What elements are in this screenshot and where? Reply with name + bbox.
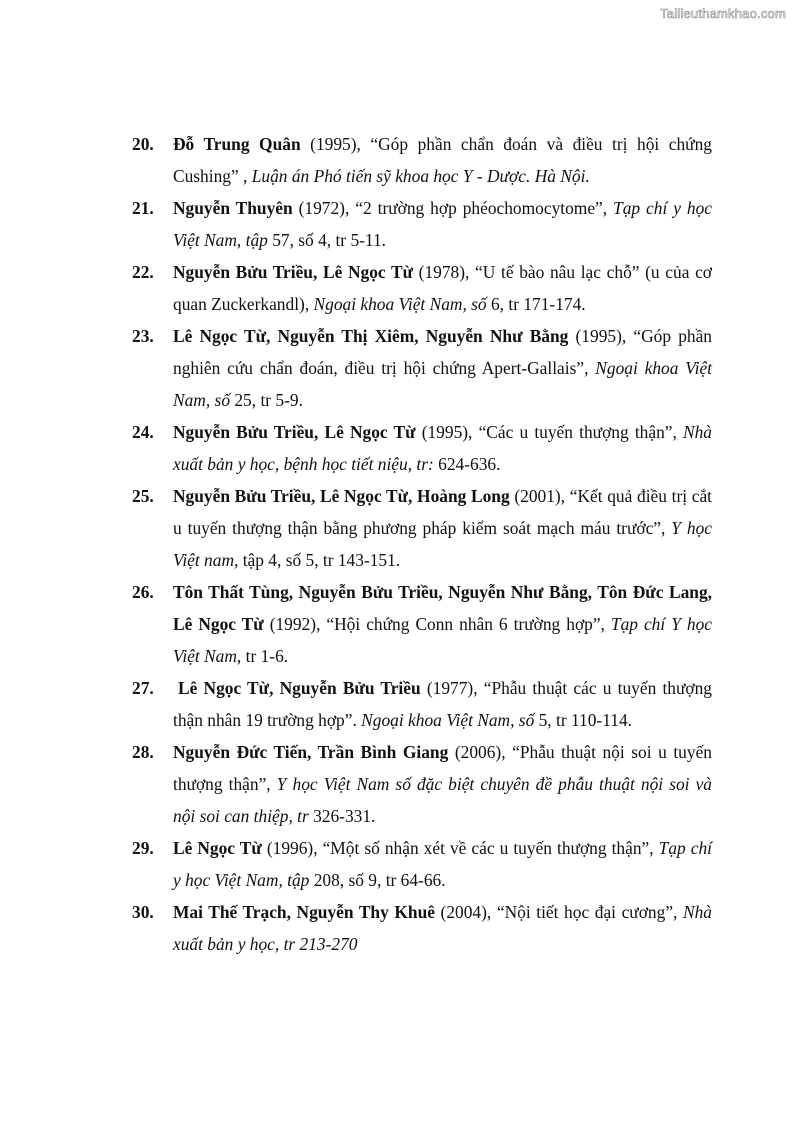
- reference-pages: 624-636.: [433, 454, 501, 474]
- reference-authors: Nguyễn Bửu Triều, Lê Ngọc Từ: [173, 262, 414, 282]
- reference-pages: 326-331.: [308, 806, 376, 826]
- reference-number: 20.: [132, 134, 154, 154]
- reference-pages: 208, số 9, tr 64-66.: [309, 870, 446, 890]
- reference-pages: tập 4, số 5, tr 143-151.: [238, 550, 401, 570]
- reference-source: Tạp chí y học Việt Nam, tập: [173, 198, 712, 250]
- reference-pages: 57, số 4, tr 5-11.: [267, 230, 387, 250]
- reference-number: 26.: [132, 582, 154, 602]
- reference-item: [132, 832, 712, 896]
- reference-source: Luận án Phó tiến sỹ khoa học Y - Dược. Hà Nội.: [251, 166, 590, 186]
- reference-number: 27.: [132, 678, 154, 698]
- reference-list: [132, 128, 712, 960]
- reference-authors: Lê Ngọc Từ: [173, 838, 262, 858]
- reference-title: (1995), “Góp phần nghiên cứu chẩn đoán, điều trị hội chứng Apert-Gallais”,: [173, 326, 712, 378]
- reference-source: Y học Việt nam,: [173, 518, 712, 570]
- reference-pages: 6, tr 171-174.: [486, 294, 586, 314]
- reference-item: [132, 192, 712, 256]
- reference-title: (1978), “U tế bào nâu lạc chỗ” (u của cơ quan Zuckerkandl),: [173, 262, 712, 314]
- reference-authors: Mai Thế Trạch, Nguyễn Thy Khuê: [173, 902, 435, 922]
- reference-authors: Lê Ngọc Từ, Nguyễn Thị Xiêm, Nguyễn Như Bằng: [173, 326, 569, 346]
- reference-title: (2006), “Phẫu thuật nội soi u tuyến thượng thận”,: [173, 742, 712, 794]
- reference-authors: Tôn Thất Tùng, Nguyễn Bửu Triều, Nguyễn Như Bằng, Tôn Đức Lang, Lê Ngọc Từ: [173, 582, 712, 634]
- reference-item: [132, 736, 712, 832]
- reference-number: 21.: [132, 198, 154, 218]
- reference-item: [132, 672, 712, 736]
- reference-number: 29.: [132, 838, 154, 858]
- reference-source: Ngoại khoa Việt Nam, số: [361, 710, 535, 730]
- reference-title: (1992), “Hội chứng Conn nhân 6 trường hợp”,: [263, 614, 611, 634]
- reference-item: [132, 256, 712, 320]
- reference-source: Tạp chí y học Việt Nam, tập: [173, 838, 713, 890]
- reference-pages: 25, tr 5-9.: [230, 390, 303, 410]
- reference-authors: Nguyễn Thuyên: [173, 198, 293, 218]
- reference-item: [132, 896, 712, 960]
- reference-authors: Đỗ Trung Quân: [173, 134, 301, 154]
- reference-title: (1995), “Góp phần chẩn đoán và điều trị hội chứng Cushing” ,: [173, 134, 712, 186]
- reference-authors: Nguyễn Bửu Triều, Lê Ngọc Từ, Hoàng Long: [173, 486, 510, 506]
- reference-source: Nhà xuất bản y học, bệnh học tiết niệu, tr:: [173, 422, 713, 474]
- reference-source: Y học Việt Nam số đặc biệt chuyên đề phẫu thuật nội soi và nội soi can thiệp, tr: [173, 774, 712, 826]
- reference-source: Tạp chí Y học Việt Nam,: [173, 614, 712, 666]
- watermark: Tailieuthamkhao.com: [660, 6, 786, 21]
- reference-item: [132, 576, 712, 672]
- reference-item: [132, 480, 712, 576]
- reference-authors: Nguyễn Đức Tiến, Trần Bình Giang: [173, 742, 449, 762]
- reference-title: (1996), “Một số nhận xét về các u tuyến thượng thận”,: [261, 838, 659, 858]
- reference-number: 25.: [132, 486, 154, 506]
- reference-number: 22.: [132, 262, 154, 282]
- reference-title: (1995), “Các u tuyến thượng thận”,: [415, 422, 684, 442]
- reference-number: 24.: [132, 422, 154, 442]
- reference-authors: Nguyễn Bửu Triều, Lê Ngọc Từ: [173, 422, 416, 442]
- reference-source: Ngoại khoa Việt Nam, số: [173, 358, 712, 410]
- reference-title: (2001), “Kết quả điều trị cắt u tuyến thượng thận bằng phương pháp kiểm soát mạch máu trước”,: [173, 486, 713, 538]
- reference-title: (1977), “Phẫu thuật các u tuyến thượng thận nhân 19 trường hợp”.: [173, 678, 712, 730]
- reference-source: Nhà xuất bản y học, tr 213-270: [173, 902, 712, 954]
- reference-title: (1972), “2 trường hợp phéochomocytome”,: [292, 198, 614, 218]
- reference-pages: 5, tr 110-114.: [534, 710, 632, 730]
- reference-item: [132, 128, 712, 192]
- reference-source: Ngoại khoa Việt Nam, số: [313, 294, 487, 314]
- reference-item: [132, 416, 712, 480]
- reference-authors: Lê Ngọc Từ, Nguyễn Bửu Triều: [178, 678, 421, 698]
- reference-number: 23.: [132, 326, 154, 346]
- reference-pages: tr 1-6.: [241, 646, 289, 666]
- reference-number: 30.: [132, 902, 154, 922]
- reference-title: (2004), “Nội tiết học đại cương”,: [434, 902, 683, 922]
- reference-number: 28.: [132, 742, 154, 762]
- reference-item: [132, 320, 712, 416]
